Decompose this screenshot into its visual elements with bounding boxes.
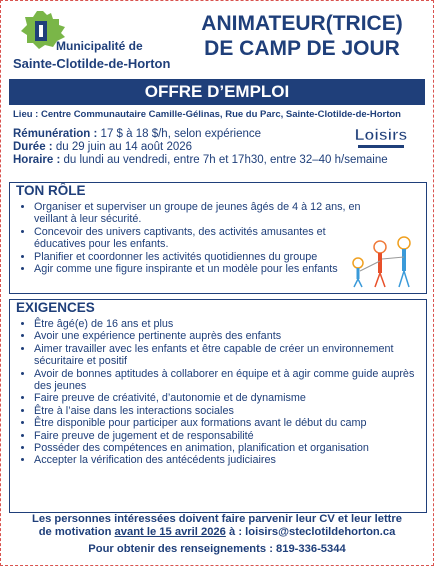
list-item: • Faire preuve de créativité, d’autonomie et de dynamisme — [34, 392, 426, 404]
list-item: • Faire preuve de jugement et de responsabilité — [34, 430, 426, 442]
requirements-heading: EXIGENCES — [16, 300, 95, 315]
list-item: • Agir comme une figure inspirante et un modèle pour les enfants — [34, 263, 364, 275]
header — [1, 1, 433, 79]
footer-line2 — [9, 526, 425, 539]
detail-row — [13, 154, 388, 167]
requirements-list — [10, 318, 426, 467]
footer-contact: Pour obtenir des renseignements : 819-336-5344 — [88, 543, 346, 555]
role-section — [9, 182, 427, 294]
title-line1: ANIMATEUR(TRICE) — [201, 12, 403, 35]
banner: OFFRE D’EMPLOI — [9, 79, 425, 105]
logo-text-line1: Municipalité de — [56, 39, 143, 53]
kids-drawing-icon — [346, 231, 418, 289]
list-item: • Posséder des compétences en animation, planification et organisation — [34, 442, 426, 454]
role-list — [10, 201, 364, 275]
detail-row — [13, 128, 388, 141]
footer-email-text[interactable]: à : loisirs@steclotildehorton.ca — [225, 526, 396, 538]
logo-text-line2: Sainte-Clotilde-de-Horton — [13, 56, 171, 71]
list-item: • Avoir de bonnes aptitudes à collaborer en équipe et à agir comme guide auprès des jeunes — [34, 368, 426, 393]
detail-value: 17 $ à 18 $/h, selon expérience — [100, 128, 262, 140]
list-item: • Être à l’aise dans les interactions sociales — [34, 405, 426, 417]
footer-line2-start: de motivation — [38, 526, 115, 538]
list-item: • Concevoir des univers captivants, des activités amusantes et éducatives pour les enfants. — [34, 226, 364, 251]
location-text: Lieu : Centre Communautaire Camille-Gélinas, Rue du Parc, Sainte-Clotilde-de-Horton — [13, 109, 401, 120]
detail-row — [13, 141, 388, 154]
detail-label: Rémunération : — [13, 128, 98, 140]
list-item: • Accepter la vérification des antécédents judiciaires — [34, 454, 426, 466]
requirements-section — [9, 299, 427, 513]
detail-label: Durée : — [13, 141, 53, 153]
detail-label: Horaire : — [13, 154, 61, 166]
detail-value: du lundi au vendredi, entre 7h et 17h30, entre 32–40 h/semaine — [63, 154, 388, 166]
loisirs-logo-text: Loisirs — [354, 127, 408, 144]
list-item: • Avoir une expérience pertinente auprès des enfants — [34, 330, 426, 342]
list-item: • Aimer travailler avec les enfants et être capable de créer un environnement sécuritaire et positif — [34, 343, 426, 368]
deadline-text: avant le 15 avril 2026 — [114, 526, 226, 538]
list-item: • Planifier et coordonner les activités quotidiennes du groupe — [34, 251, 364, 263]
list-item: • Organiser et superviser un groupe de jeunes âgés de 4 à 12 ans, en veillant à leur sécurité. — [34, 201, 364, 226]
page-title — [177, 11, 427, 61]
role-heading: TON RÔLE — [16, 183, 86, 198]
job-details — [13, 128, 388, 167]
footer — [9, 513, 425, 556]
footer-line1: Les personnes intéressées doivent faire parvenir leur CV et leur lettre — [32, 513, 402, 525]
title-line2: DE CAMP DE JOUR — [204, 37, 400, 60]
detail-value: du 29 juin au 14 août 2026 — [55, 141, 193, 153]
loisirs-logo-icon — [350, 122, 412, 152]
list-item: • Être disponible pour participer aux formations avant le début du camp — [34, 417, 426, 429]
list-item: • Être âgé(e) de 16 ans et plus — [34, 318, 426, 330]
